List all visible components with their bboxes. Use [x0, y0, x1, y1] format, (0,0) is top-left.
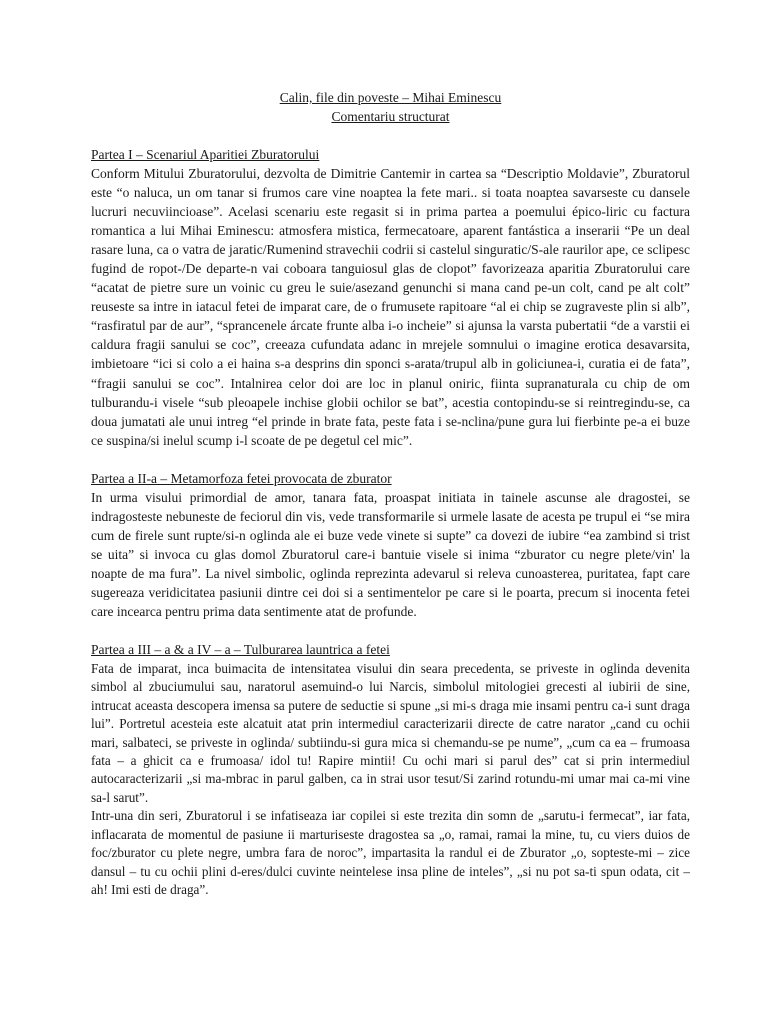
- document-title: Calin, file din poveste – Mihai Eminescu: [279, 90, 502, 105]
- section-heading: Partea I – Scenariul Aparitiei Zburatorului: [91, 147, 320, 162]
- section-paragraph: Conform Mitului Zburatorului, dezvolta de Dimitrie Cantemir in cartea sa “Descriptio Moldavie”, Zburatorul este “o naluca, un om tanar si frumos care vine noaptea la fete mari.. si toata noaptea savarseste cu dansele lucruri necuviincioase”. Acelasi scenariu este regasit si in prima partea a poemului épico-liric cu factura romantica a lui Mihai Eminescu: atmosfera mistica, fermecatoare, aparent fantástica a inserarii “Pe un deal rasare luna, ca o vatra de jaratic/Rumenind stravechii codrii si castelul singuratic/S-ale raurilor ape, ce sclipesc fugind de ropot-/De departe-n vai coboara tanguiosul glas de clopot” favorizeaza aparitia Zburatorului care “acatat de pietre sure un voinic cu greu le suie/asezand genunchi si mana cand pe-un colt, cand pe alt colt” reuseste sa intre in iatacul fetei de imparat care, de o frumusete rapitoare “al ei chip se zugraveste plin si alb”, “rasfiratul par de aur”, “sprancenele árcate frunte alba i-o incheie” si ajunsa la varsta pubertatii “de a varstii ei caldura fragii sanului se coc”, creeaza cufundata adanc in mrejele somnului o imagine erotica desavarsita, imbietoare “ici si colo a ei haina s-a desprins din sponci s-arata/trupul alb in goliciunea-i, curatia ei de fata”, “fragii sanului se coc”. Intalnirea celor doi are loc in planul oniric, fiinta supranaturala cu chip de om tulburandu-i visele “sub pleoapele inchise globii ochilor se bat”, acestia contopindu-se si reintregindu-se, ca doua jumatati ale unui intreg “el prinde in brate fata, peste fata i se-nclina/pune gura lui fierbinte pe-a ei buze ce suspina/si inelul scump i-l scoate de pe degetul cel mic”.: [91, 166, 690, 448]
- section-part-3-4: [91, 640, 690, 899]
- section-part-2: [91, 469, 690, 621]
- section-paragraph: Fata de imparat, inca buimacita de intensitatea visului din seara precedenta, se priveste in oglinda devenita simbol al zbuciumului sau, naratorul asemuind-o lui Narcis, simbolul mitologiei grecesti al iubirii de sine, intrucat aceasta descopera imensa sa putere de seductie si spune „si mi-s draga mie insami pentru ca-i sunt draga lui”. Portretul acesteia este alcatuit atat prin intermediul caracterizarii directe de catre narator „cand cu ochii mari, salbateci, se priveste in oglinda/ subtiindu-si gura mica si chemandu-se pe nume”, „cum ca ea – frumoasa fata – a ghicit ca e frumoasa/ idol tu! Rapire mintii! Cu ochi mari si parul des” cat si prin intermediul autocaracterizarii „si ma-mbrac in parul galben, ca in strai usor tesut/Si zarind rotundu-mi umar mai ca-mi vine sa-l sarut”.: [91, 661, 690, 805]
- section-paragraph: Intr-una din seri, Zburatorul i se infatiseaza iar copilei si este trezita din somn de „sarutu-i fermecat”, iar fata, inflacarata de momentul de pasiune ii marturiseste dragostea sa „o, ramai, ramai la mine, tu, cu viers duios de foc/zburator cu plete negre, umbra fara de noroc”, impartasita la randul ei de Zburator „o, sopteste-mi – zice dansul – tu cu ochii plini d-eres/dulci cuvinte neintelese insa pline de inteles”, „si nu pot sa-ti spun odata, cit – ah! Imi esti de draga”.: [91, 808, 690, 897]
- section-paragraph: In urma visului primordial de amor, tanara fata, proaspat initiata in tainele ascunse ale dragostei, se indragosteste nebuneste de feciorul din vis, vede transformarile si urmele lasate de acesta pe trupul ei “se mira cum de firele sunt rupte/si-n oglinda ale ei buze vede vinete si supte” ca dovezi de iubire “ea zambind si trist se uita” si invoca cu glas domol Zburatorul care-i bantuie visele si inima “zburator cu negre plete/vin' la noapte de ma fura”. La nivel simbolic, oglinda reprezinta adevarul si releva cunoasterea, puritatea, fapt care sugereaza veridicitatea pasiunii dintre cei doi si a sentimentelor pe care si le poarta, precum si inocenta fetei care incearca pentru prima data sentimente atat de profunde.: [91, 489, 690, 619]
- document-subtitle: Comentariu structurat: [331, 109, 450, 124]
- section-heading: Partea a II-a – Metamorfoza fetei provocata de zburator: [91, 470, 392, 486]
- title-block: [91, 88, 690, 126]
- section-part-1: [91, 145, 690, 450]
- section-heading: Partea a III – a & a IV – a – Tulburarea launtrica a fetei: [91, 642, 390, 658]
